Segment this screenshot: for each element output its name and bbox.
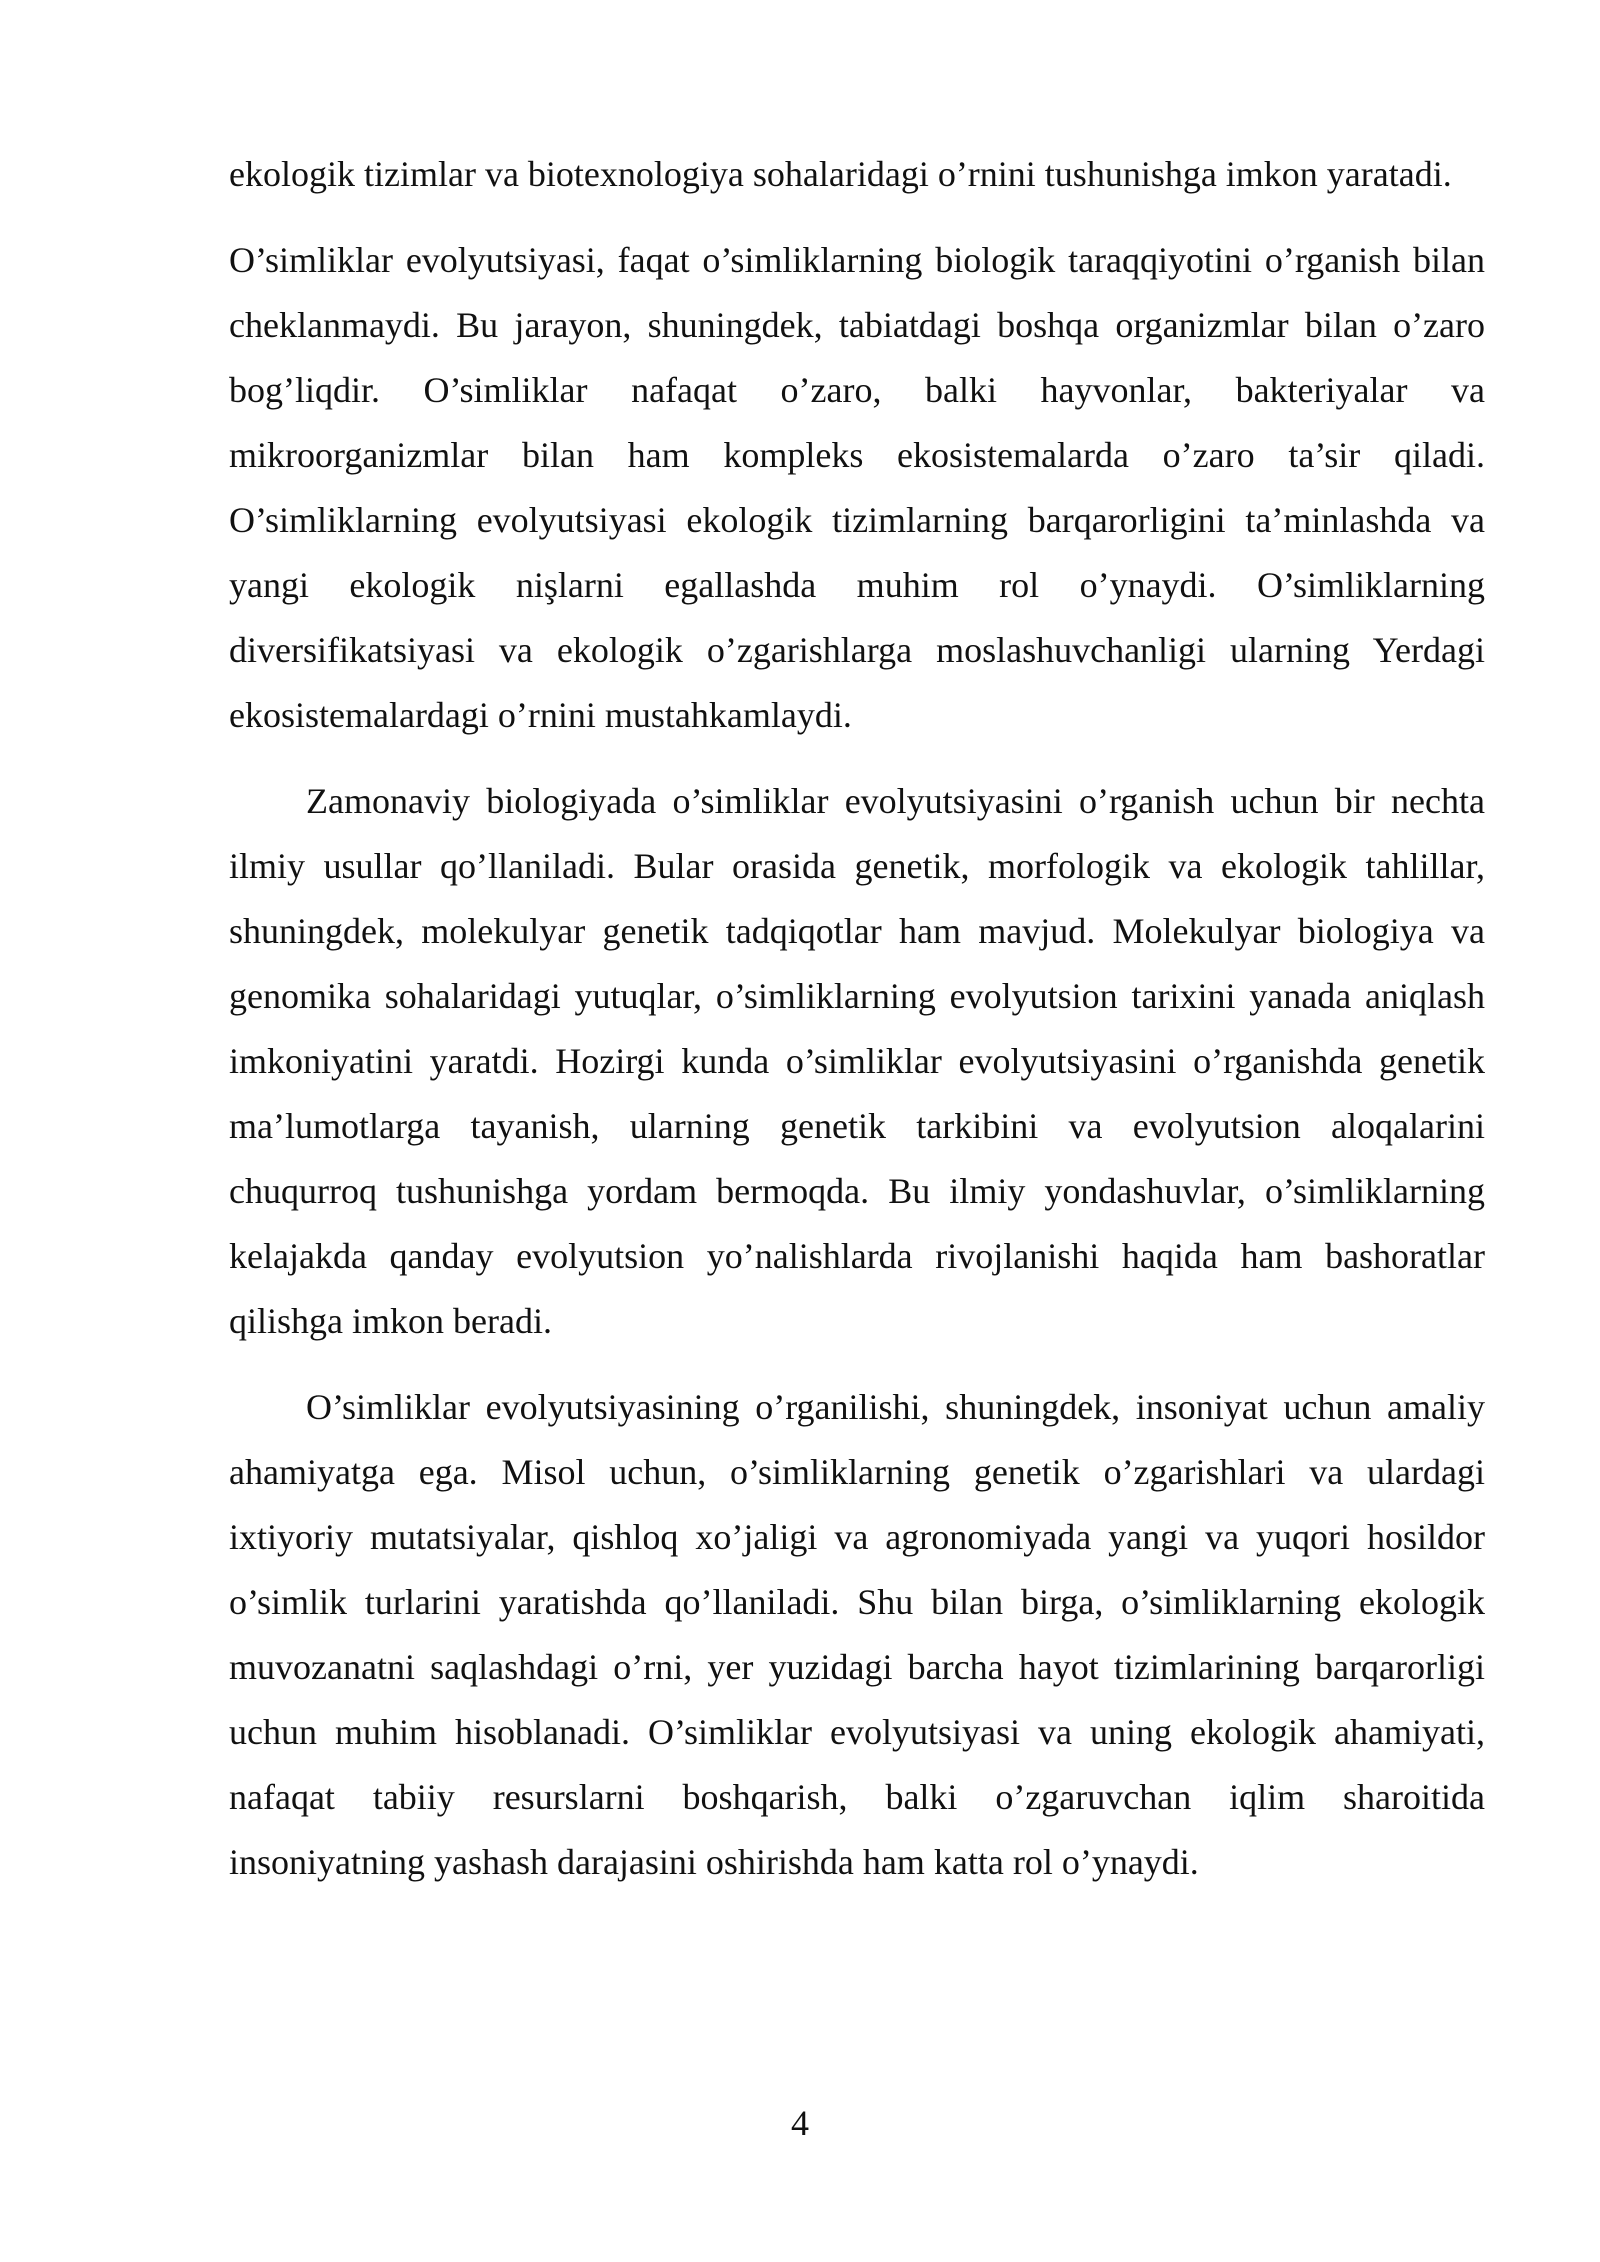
paragraph-plant-evolution-ecology: O’simliklar evolyutsiyasi, faqat o’simliklarning biologik taraqqiyotini o’rganish bilan cheklanmaydi. Bu jarayon, shuningdek, tabiatdagi boshqa organizmlar bilan o’zaro bog’liqdir. O’simliklar nafaqat o’zaro, balki hayvonlar, bakteriyalar va mikroorganizmlar bilan ham kompleks ekosistemalarda o’zaro ta’sir qiladi. O’simliklarning evolyutsiyasi ekologik tizimlarning barqarorligini ta’minlashda va yangi ekologik nişlarni egallashda muhim rol o’ynaydi. O’simliklarning diversifikatsiyasi va ekologik o’zgarishlarga moslashuvchanligi ularning Yerdagi ekosistemalardagi o’rnini mustahkamlaydi. (229, 240, 1485, 735)
paragraph-modern-methods: Zamonaviy biologiyada o’simliklar evolyutsiyasini o’rganish uchun bir nechta ilmiy usullar qo’llaniladi. Bular orasida genetik, morfologik va ekologik tahlillar, shuningdek, molekulyar genetik tadqiqotlar ham mavjud. Molekulyar biologiya va genomika sohalaridagi yutuqlar, o’simliklarning evolyutsion tarixini yanada aniqlash imkoniyatini yaratdi. Hozirgi kunda o’simliklar evolyutsiyasini o’rganishda genetik ma’lumotlarga tayanish, ularning genetik tarkibini va evolyutsion aloqalarini chuqurroq tushunishga yordam bermoqda. Bu ilmiy yondashuvlar, o’simliklarning kelajakda qanday evolyutsion yo’nalishlarda rivojlanishi haqida ham bashoratlar qilishga imkon beradi. (229, 781, 1485, 1341)
page-number: 4 (791, 2103, 809, 2143)
body-text (229, 142, 1485, 1916)
paragraph-continuation: ekologik tizimlar va biotexnologiya sohalaridagi o’rnini tushunishga imkon yaratadi. (229, 154, 1452, 194)
paragraph-practical-significance: O’simliklar evolyutsiyasining o’rganilishi, shuningdek, insoniyat uchun amaliy ahamiyatga ega. Misol uchun, o’simliklarning genetik o’zgarishlari va ulardagi ixtiyoriy mutatsiyalar, qishloq xo’jaligi va agronomiyada yangi va yuqori hosildor o’simlik turlarini yaratishda qo’llaniladi. Shu bilan birga, o’simliklarning ekologik muvozanatni saqlashdagi o’rni, yer yuzidagi barcha hayot tizimlarining barqarorligi uchun muhim hisoblanadi. O’simliklar evolyutsiyasi va uning ekologik ahamiyati, nafaqat tabiiy resurslarni boshqarish, balki o’zgaruvchan iqlim sharoitida insoniyatning yashash darajasini oshirishda ham katta rol o’ynaydi. (229, 1387, 1485, 1882)
